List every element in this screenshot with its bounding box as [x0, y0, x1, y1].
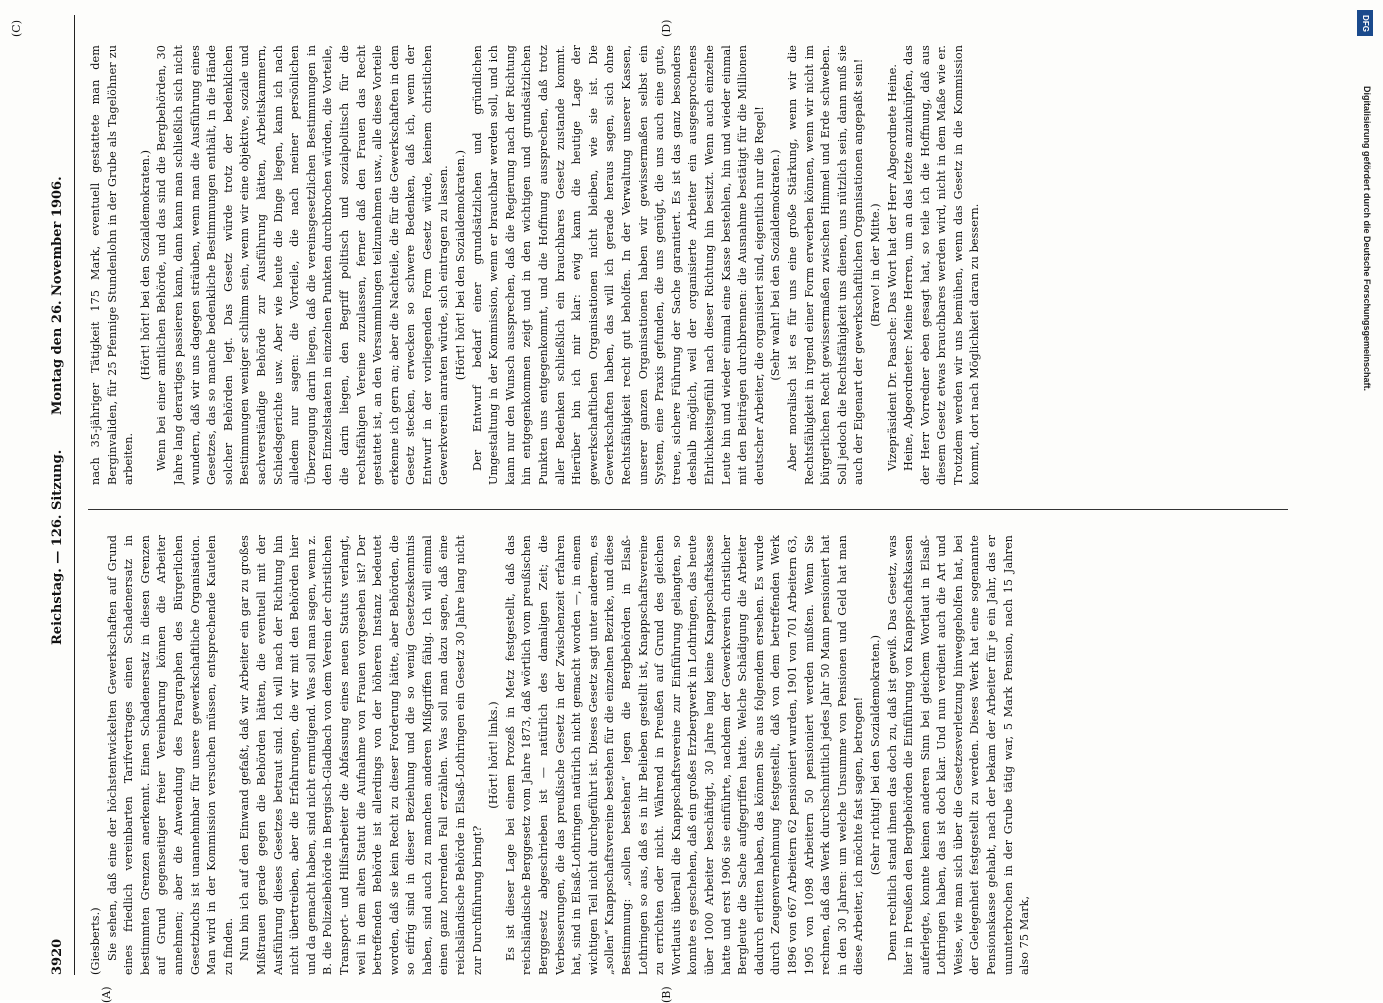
margin-marker-a: (A) — [100, 986, 113, 1003]
margin-marker-c: (C) — [10, 20, 23, 37]
paragraph: Wenn bei einer amtlichen Behörde, und das sind die Bergbehörden, 30 Jahre lang derartiges passieren kann, dann kann man schließlich sich nicht wundern, daß wir uns dagegen sträuben, wenn man die Ausführung eines Gesetzes, das so manche bedenkliche Bestimmungen enthält, in die Hände solcher Behörden legt. Das Gesetz würde trotz der bedenklichen Bestimmungen weniger schlimm sein, wenn wir eine objektive, soziale und sachverständige Behörde zur Ausführung hätten, Arbeitskammern, Schiedsgerichte usw. Aber wie heute die Dinge liegen, kann ich nach alledem nur sagen: die Vorteile, die nach meiner persönlichen Überzeugung darin liegen, daß die vereinsgesetzlichen Bestimmungen in den Einzelstaaten in einzelnen Punkten durchbrochen würden, die Vorteile, die darin liegen, den Begriff politisch und sozialpolitisch für die rechtsfähigen Vereine zuzulassen, ferner daß den Frauen das Recht gestattet ist, an den Versammlungen teilzunehmen usw., alle diese Vorteile erkenne ich gern an; aber die Nachteile, die für die Gewerkschaften in dem Gesetz stecken, erwecken so schwere Bedenken, daß ich, wenn der Entwurf in der vorliegenden Form Gesetz würde, keinem christlichen Gewerkverein anraten würde, sich eintragen zu lassen. — [155, 45, 451, 485]
interjection: (Hört! hört! bei den Sozialdemokraten.) — [138, 149, 152, 381]
interjection: (Sehr richtig! bei den Sozialdemokraten.) — [868, 634, 882, 876]
interjection: (Bravo! in der Mitte.) — [868, 203, 882, 327]
header-session: Reichstag. — 126. Sitzung. — [49, 449, 65, 645]
header-date: Montag den 26. November 1906. — [49, 176, 65, 415]
paragraph: Heine, Abgeordneter: Meine Herren, um an das letzte anzuknüpfen, das der Herr Vorredner eben gesagt hat, so teile ich die Hoffnung, daß aus diesem Gesetz etwas brauchbares werden wird, nicht in dem Maße wie er. Trotzdem werden wir uns bemühen, wenn das Gesetz in die Kommission kommt, dort nach Möglichkeit daran zu bessern. — [902, 45, 982, 485]
interjection: (Hört! hört! bei den Sozialdemokraten.) — [454, 149, 468, 381]
rotated-page-content — [10, 15, 1360, 1003]
page-header — [40, 15, 75, 975]
paragraph: Vizepräsident Dr. Paasche: Das Wort hat der Herr Abgeordnete Heine. — [885, 63, 899, 471]
paragraph: Es ist dieser Lage bei einem Prozeß in Metz festgestellt, daß das reichsländische Berggesetz vom Jahre 1873, daß wörtlich vom preußischen Berggesetz abgeschrieben ist — natürlich des damaligen Zeit; die Verbesserungen, die das preußische Gesetz in der Zwischenzeit erfahren hat, sind in Elsaß-Lothringen natürlich nicht gemacht worden —, in einem wichtigen Teil nicht durchgeführt ist. Dieses Gesetz sagt unter anderem, es „sollen“ Knappschaftsvereine bestehen für die einzelnen Bezirke, und diese Bestimmung: „sollen bestehen“ legen die Bergbehörden in Elsaß-Lothringen so aus, daß es in ihr Belieben gestellt ist, Knappschaftsvereine zu errichten oder nicht. Während in Preußen auf Grund des gleichen Wortlauts überall die Knappschaftsvereine zur Einführung gelangten, so konnte es geschehen, daß ein großes Erzbergwerk in Lothringen, das heute über 1000 Arbeiter beschäftigt, 30 Jahre lang keine Knappschaftskasse hatte und erst 1906 sie einführte, nachdem der Gewerkverein christlicher Bergleute die Sache aufgegriffen hatte. Welche Schädigung die Arbeiter dadurch erlitten haben, das können Sie aus folgendem ersehen. Es wurde durch Zeugenvernehmung festgestellt, daß von dem betreffenden Werk 1896 von 667 Arbeitern 62 pensioniert wurden, 1901 von 701 Arbeitern 63, 1905 von 1098 Arbeitern 50 pensioniert werden mußten. Wenn Sie rechnen, daß das Werk durchschnittlich jedes Jahr 50 Mann pensioniert hat in den 30 Jahren: um welche Unsumme von Pensionen und Geld hat man diese Arbeiter, ich möchte fast sagen, betrogen! — [503, 535, 866, 975]
digitization-credit — [1356, 6, 1376, 996]
interjection: (Sehr wahr! bei den Sozialdemokraten.) — [769, 149, 783, 381]
paragraph: nach 35-jähriger Tätigkeit 175 Mark, eventuell gestattete man dem Berginvaliden, für 25 Pfennige Stundenlohn in der Grube als Tagelöhner zu arbeiten. — [89, 45, 136, 485]
paragraph: Aber moralisch ist es für uns eine große Stärkung, wenn wir die Rechtsfähigkeit in irgend einer Form erwerben können, wenn wir nicht im bürgerlichen Recht gewissermaßen zwischen Himmel und Erde schweben. Soll jedoch die Rechtsfähigkeit uns dienen, uns nützlich sein, dann muß sie auch der Eigenart der gewerkschaftlichen Organisationen angepaßt sein! — [785, 45, 866, 485]
page-number: 3920 — [49, 938, 65, 975]
dfg-logo: DFG — [1357, 10, 1373, 36]
paragraph: Nun bin ich auf den Einwand gefaßt, daß wir Arbeiter ein gar zu großes Mißtrauen gerade gegen die Behörden hätten, die eventuell mit der Ausführung dieses Gesetzes betraut sind. Ich will nach der Richtung hin nicht übertreiben, aber die Erfahrungen, die wir mit den Behörden hier und da gemacht haben, sind nicht ermutigend. Was soll man sagen, wenn z. B. die Polizeibehörde in Bergisch-Gladbach von dem Verein der christlichen Transport- und Hilfsarbeiter die Abfassung eines neuen Statuts verlangt, weil in dem alten Statut die Aufnahme von Frauen vorgesehen ist? Der betreffenden Behörde ist allerdings von der höheren Instanz bedeutet worden, daß sie kein Recht zu dieser Forderung hätte, aber Behörden, die so eifrig sind in dieser Beziehung und die so wenig Gesetzeskenntnis haben, sind auch zu manchen anderen Mißgriffen fähig. Ich will einmal einen ganz horrenden Fall erzählen. Was soll man dazu sagen, daß eine reichsländische Behörde in Elsaß-Lothringen ein Gesetz 30 Jahre lang nicht zur Durchführung bringt? — [238, 535, 484, 975]
paragraph: Sie sehen, daß eine der höchstentwickelten Gewerkschaften auf Grund eines friedlich vereinbarten Tarifvertrages einen Schadenersatz in bestimmten Grenzen anerkennt. Einen Schadenersatz in diesen Grenzen auf Grund gegenseitiger freier Vereinbarung können die Arbeiter annehmen; aber die Anwendung des Paragraphen des Bürgerlichen Gesetzbuchs ist unannehmbar für unsere gewerkschaftliche Organisation. Man wird in der Kommission versuchen müssen, entsprechende Kautelen zu finden. — [105, 535, 235, 975]
text-column-left — [88, 535, 1208, 975]
paragraph: Der Entwurf bedarf einer grundsätzlichen und gründlichen Umgestaltung in der Kommission, wenn er brauchbar werden soll, und ich kann nur den Wunsch aussprechen, daß die Regierung nach der Richtung hin entgegenkommen zeigt und in den wichtigen und grundsätzlichen Punkten uns entgegenkommt, und die Hoffnung aussprechen, daß trotz aller Bedenken schließlich ein brauchbares Gesetz zustande kommt. Hierüber bin ich mir klar: ewig kann die heutige Lage der gewerkschaftlichen Organisationen nicht bleiben, wie sie ist. Die Gewerkschaften haben, das will ich gerade heraus sagen, sich ohne Rechtsfähigkeit recht gut beholfen. In der Verwaltung unserer Kassen, unserer ganzen Organisationen haben wir gewissermaßen selbst ein System, eine Praxis gefunden, die uns genügt, die uns auch eine gute, treue, sichere Führung der Sache garantiert. Es ist das ganz besonders deshalb möglich, weil der organisierte Arbeiter ein ausgesprochenes Ehrlichkeitsgefühl nach dieser Richtung hin besitzt. Wenn auch einzelne Leute hin und wieder einmal eine Kasse bestehlen, hin und wieder einmal mit den Beiträgen durchbrennen: die Ausnahme bestätigt für die Millionen deutscher Arbeiter, die organisiert sind, eigentlich nur die Regel! — [470, 45, 766, 485]
digitization-text: Digitalisierung gefördert durch die Deutsche Forschungsgemeinschaft. — [1362, 86, 1372, 392]
interjection: (Hört! hört! links.) — [487, 701, 501, 809]
paragraph: Denn rechtlich stand ihnen das doch zu, daß ist gewiß. Das Gesetz, was hier in Preußen den Bergbehörden die Einführung von Knappschaftskassen auferlegte, konnte keinen anderen Sinn bei gleichem Wortlaut in Elsaß-Lothringen haben, das ist doch klar. Und nun verdient auch die Art und Weise, wie man sich über die Gesetzesverletzung hinweggeholfen hat, bei der Gelegenheit festgestellt zu werden. Dieses Werk hat eine sogenannte Pensionskasse gehabt, nach der bekam der Arbeiter für je ein Jahr, das er ununterbrochen in der Grube tätig war, 5 Mark Pension, nach 15 Jahren also 75 Mark, — [885, 535, 1032, 975]
margin-marker-d: (D) — [660, 19, 673, 37]
column-divider — [88, 509, 1288, 510]
speaker-heading: (Giesberts.) — [89, 907, 102, 975]
text-column-right — [88, 45, 1208, 485]
margin-marker-b: (B) — [660, 986, 673, 1003]
